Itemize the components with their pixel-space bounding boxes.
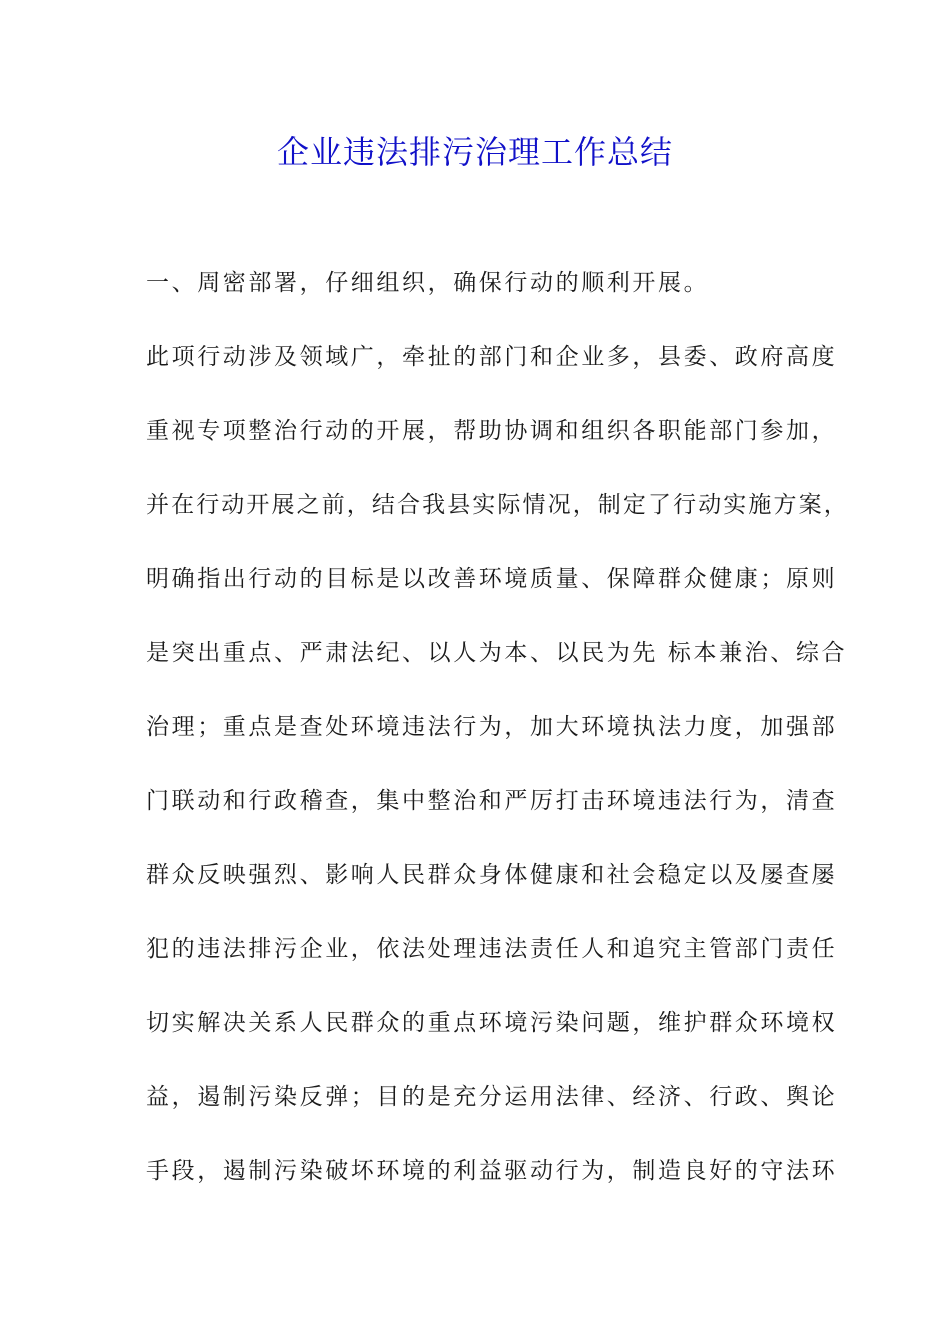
document-body: [146, 264, 849, 1226]
paragraph-line: 此项行动涉及领域广，牵扯的部门和企业多，县委、政府高度: [146, 344, 838, 370]
paragraph-line: 明确指出行动的目标是以改善环境质量、保障群众健康；原则: [146, 566, 838, 592]
paragraph-line: 门联动和行政稽查，集中整治和严厉打击环境违法行为，清查: [146, 788, 838, 814]
paragraph-line: 群众反映强烈、影响人民群众身体健康和社会稳定以及屡查屡: [146, 862, 838, 888]
paragraph-line: 切实解决关系人民群众的重点环境污染问题，维护群众环境权: [146, 1010, 838, 1036]
paragraph-line: 一、周密部署，仔细组织，确保行动的顺利开展。: [146, 270, 710, 296]
paragraph-line: 手段，遏制污染破坏环境的利益驱动行为，制造良好的守法环: [146, 1158, 838, 1184]
paragraph-line: 治理；重点是查处环境违法行为，加大环境执法力度，加强部: [146, 714, 838, 740]
paragraph-line: 并在行动开展之前，结合我县实际情况，制定了行动实施方案，: [146, 492, 849, 518]
document-title: 企业违法排污治理工作总结: [276, 133, 673, 171]
paragraph-line: 是突出重点、严肃法纪、以人为本、以民为先 标本兼治、综合: [146, 640, 848, 666]
paragraph-line: 益，遏制污染反弹；目的是充分运用法律、经济、行政、舆论: [146, 1084, 838, 1110]
paragraph-line: 重视专项整治行动的开展，帮助协调和组织各职能部门参加，: [146, 418, 838, 444]
paragraph-line: 犯的违法排污企业，依法处理违法责任人和追究主管部门责任: [146, 936, 838, 962]
